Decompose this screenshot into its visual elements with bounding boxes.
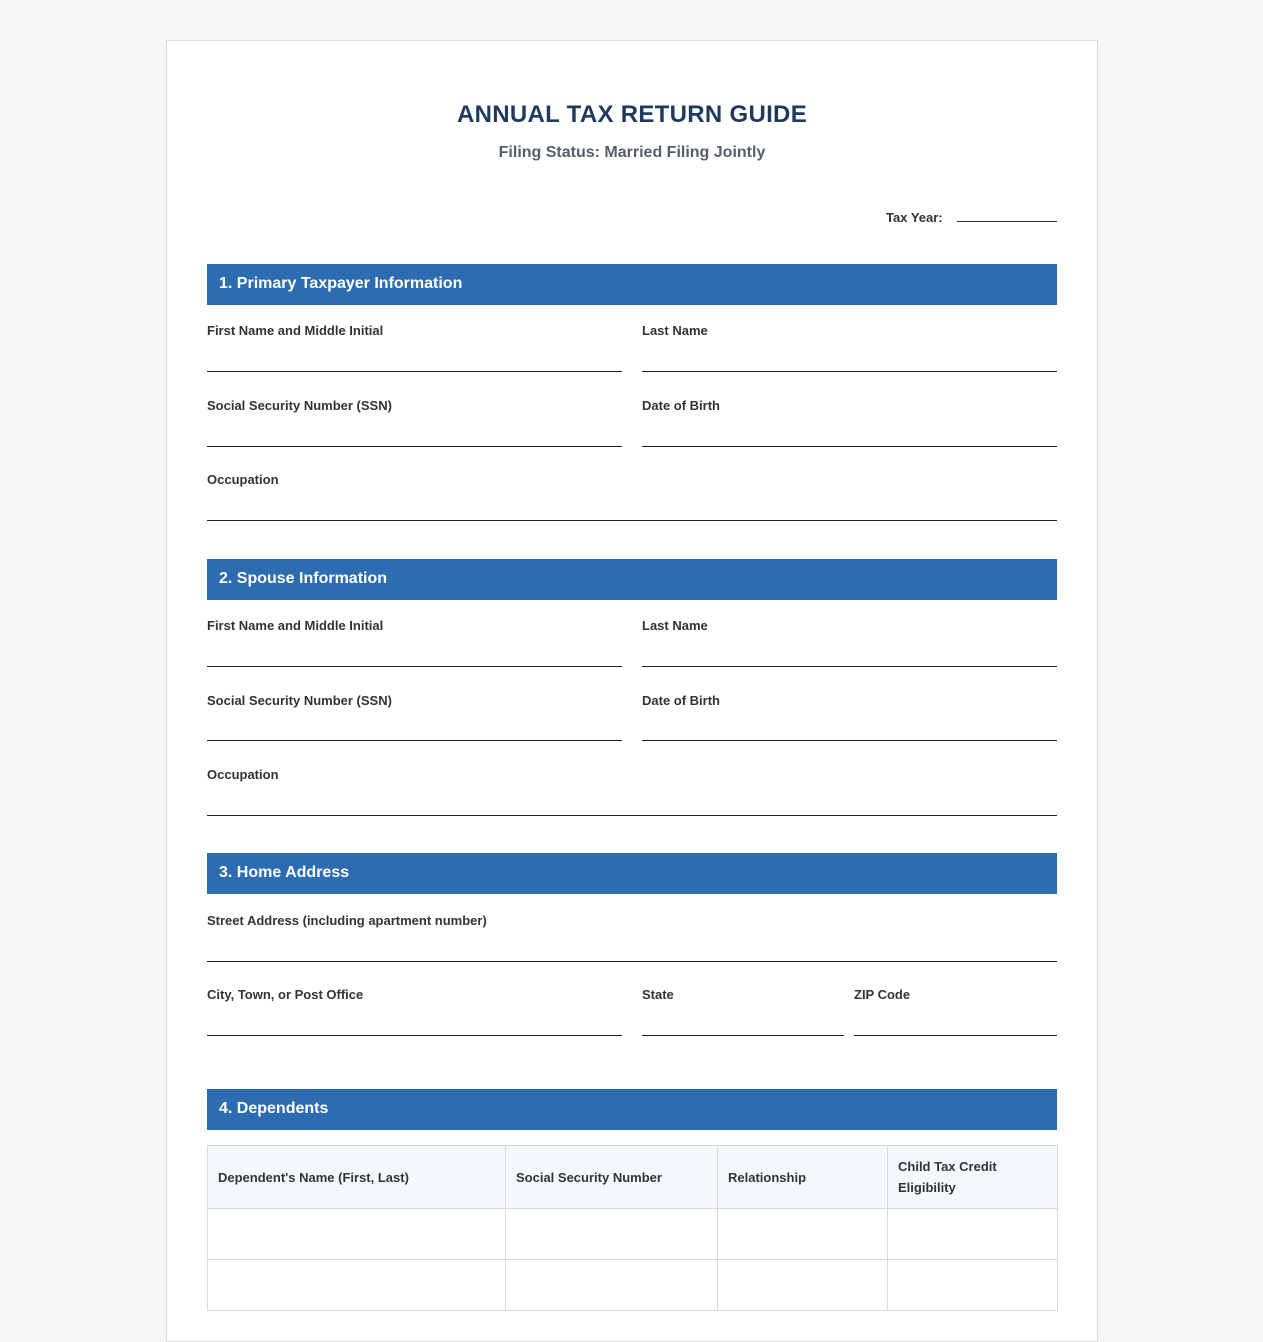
table-cell[interactable] — [506, 1209, 718, 1260]
column-header-child-tax-credit: Child Tax Credit Eligibility — [888, 1146, 1058, 1209]
spouse-first-name-field[interactable] — [207, 666, 622, 667]
primary-dob-field[interactable] — [642, 446, 1057, 447]
table-cell[interactable] — [718, 1209, 888, 1260]
table-row — [208, 1209, 1058, 1260]
state-label: State — [642, 987, 674, 1002]
spouse-ssn-field[interactable] — [207, 740, 622, 741]
table-cell[interactable] — [888, 1209, 1058, 1260]
column-header-ssn: Social Security Number — [506, 1146, 718, 1209]
primary-first-name-field[interactable] — [207, 371, 622, 372]
table-row — [208, 1260, 1058, 1311]
street-address-field[interactable] — [207, 961, 1057, 962]
spouse-dob-field[interactable] — [642, 740, 1057, 741]
form-page — [166, 40, 1098, 1342]
city-label: City, Town, or Post Office — [207, 987, 364, 1002]
column-header-relationship: Relationship — [718, 1146, 888, 1209]
primary-ssn-field[interactable] — [207, 446, 622, 447]
table-cell[interactable] — [718, 1260, 888, 1311]
spouse-last-name-label: Last Name — [642, 618, 708, 633]
city-field[interactable] — [207, 1035, 622, 1036]
spouse-dob-label: Date of Birth — [642, 693, 720, 708]
table-header-row — [208, 1146, 1058, 1209]
spouse-ssn-label: Social Security Number (SSN) — [207, 693, 392, 708]
table-cell[interactable] — [506, 1260, 718, 1311]
zip-code-label: ZIP Code — [854, 987, 911, 1002]
primary-last-name-label: Last Name — [642, 323, 708, 338]
table-cell[interactable] — [888, 1260, 1058, 1311]
section-header-primary-taxpayer: 1. Primary Taxpayer Information — [207, 264, 1057, 305]
document-title: ANNUAL TAX RETURN GUIDE — [456, 101, 807, 128]
dependents-table — [207, 1145, 1058, 1311]
section-header-dependents: 4. Dependents — [207, 1089, 1057, 1130]
spouse-last-name-field[interactable] — [642, 666, 1057, 667]
spouse-first-name-label: First Name and Middle Initial — [207, 618, 384, 633]
primary-occupation-field[interactable] — [207, 520, 1057, 521]
tax-year-label: Tax Year: — [886, 210, 943, 225]
street-address-label: Street Address (including apartment number) — [207, 913, 487, 928]
filing-status-subtitle: Filing Status: Married Filing Jointly — [498, 144, 766, 161]
primary-last-name-field[interactable] — [642, 371, 1057, 372]
state-field[interactable] — [642, 1035, 844, 1036]
primary-ssn-label: Social Security Number (SSN) — [207, 398, 392, 413]
primary-dob-label: Date of Birth — [642, 398, 720, 413]
tax-year-field[interactable] — [957, 221, 1057, 222]
section-header-home-address: 3. Home Address — [207, 853, 1057, 894]
section-header-spouse: 2. Spouse Information — [207, 559, 1057, 600]
zip-code-field[interactable] — [854, 1035, 1057, 1036]
column-header-dependent-name: Dependent's Name (First, Last) — [208, 1146, 506, 1209]
primary-occupation-label: Occupation — [207, 472, 279, 487]
table-cell[interactable] — [208, 1260, 506, 1311]
primary-first-name-label: First Name and Middle Initial — [207, 323, 384, 338]
table-cell[interactable] — [208, 1209, 506, 1260]
spouse-occupation-label: Occupation — [207, 767, 279, 782]
spouse-occupation-field[interactable] — [207, 815, 1057, 816]
